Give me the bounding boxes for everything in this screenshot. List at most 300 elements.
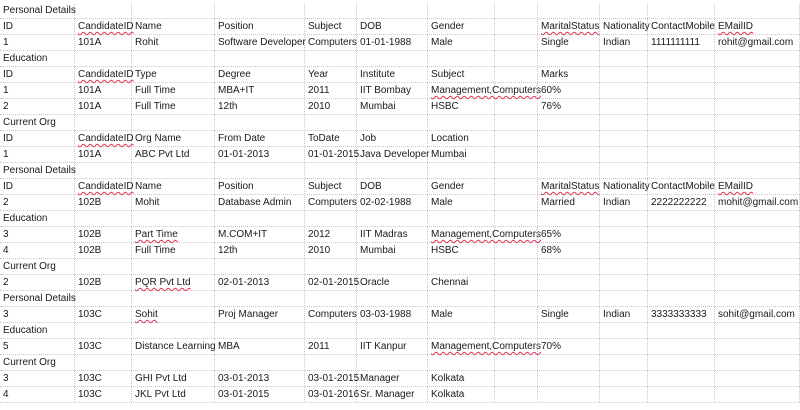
sheet-cell[interactable]: 02-01-2015 xyxy=(305,275,357,290)
sheet-cell[interactable] xyxy=(495,131,538,146)
sheet-cell[interactable] xyxy=(75,115,132,130)
sheet-cell[interactable]: Computers xyxy=(305,195,357,210)
sheet-cell[interactable] xyxy=(357,211,428,226)
sheet-cell[interactable]: Position xyxy=(215,19,305,34)
sheet-cell[interactable] xyxy=(428,339,542,354)
sheet-cell[interactable]: 1 xyxy=(0,147,75,162)
sheet-cell[interactable]: Current Org xyxy=(0,259,75,274)
sheet-cell[interactable]: 3333333333 xyxy=(648,307,715,322)
sheet-cell[interactable]: Education xyxy=(0,211,75,226)
sheet-cell[interactable] xyxy=(538,147,600,162)
sheet-cell[interactable]: Single xyxy=(538,307,600,322)
sheet-cell[interactable]: 101A xyxy=(75,83,132,98)
sheet-cell[interactable] xyxy=(600,67,648,82)
sheet-cell[interactable] xyxy=(132,211,215,226)
sheet-cell[interactable]: ContactMobile xyxy=(648,19,715,34)
sheet-cell[interactable]: HSBC xyxy=(428,243,495,258)
sheet-cell[interactable] xyxy=(495,51,538,66)
sheet-cell[interactable]: Gender xyxy=(428,19,495,34)
sheet-cell[interactable] xyxy=(715,259,800,274)
sheet-cell[interactable] xyxy=(538,51,600,66)
sheet-cell[interactable]: IIT Kanpur xyxy=(357,339,428,354)
sheet-cell[interactable] xyxy=(495,291,538,306)
sheet-cell[interactable] xyxy=(495,3,538,18)
sheet-cell[interactable] xyxy=(715,51,800,66)
sheet-cell[interactable]: Single xyxy=(538,35,600,50)
sheet-cell[interactable] xyxy=(357,163,428,178)
sheet-cell[interactable] xyxy=(715,3,800,18)
sheet-cell[interactable]: JKL Pvt Ltd xyxy=(132,387,215,402)
sheet-cell[interactable]: Type xyxy=(132,67,215,82)
sheet-cell[interactable]: Subject xyxy=(305,19,357,34)
sheet-cell[interactable] xyxy=(538,371,600,386)
sheet-cell[interactable] xyxy=(495,387,538,402)
sheet-cell[interactable]: IIT Madras xyxy=(357,227,428,242)
sheet-cell[interactable]: 2011 xyxy=(305,83,357,98)
sheet-cell[interactable] xyxy=(215,3,305,18)
sheet-cell[interactable] xyxy=(428,83,542,98)
sheet-cell[interactable] xyxy=(600,387,648,402)
sheet-cell[interactable] xyxy=(648,355,715,370)
sheet-cell[interactable]: 3 xyxy=(0,371,75,386)
sheet-cell[interactable] xyxy=(215,291,305,306)
sheet-cell[interactable]: ContactMobile xyxy=(648,179,715,194)
sheet-cell[interactable] xyxy=(600,163,648,178)
sheet-cell[interactable]: 01-01-2013 xyxy=(215,147,305,162)
sheet-cell[interactable] xyxy=(648,3,715,18)
sheet-cell[interactable] xyxy=(75,291,132,306)
sheet-cell[interactable]: 02-02-1988 xyxy=(357,195,428,210)
sheet-cell[interactable] xyxy=(538,163,600,178)
sheet-cell[interactable]: Current Org xyxy=(0,115,75,130)
sheet-cell[interactable] xyxy=(600,371,648,386)
sheet-cell[interactable] xyxy=(648,163,715,178)
sheet-cell[interactable] xyxy=(648,147,715,162)
sheet-cell[interactable] xyxy=(495,339,538,354)
sheet-cell[interactable] xyxy=(538,323,600,338)
sheet-cell[interactable]: Rohit xyxy=(132,35,215,50)
sheet-cell[interactable] xyxy=(600,115,648,130)
sheet-cell[interactable]: Nationality xyxy=(600,19,648,34)
sheet-cell[interactable]: Full Time xyxy=(132,243,215,258)
sheet-cell[interactable] xyxy=(357,323,428,338)
sheet-cell[interactable]: 4 xyxy=(0,243,75,258)
sheet-cell[interactable]: 01-01-1988 xyxy=(357,35,428,50)
sheet-cell[interactable] xyxy=(132,3,215,18)
sheet-cell[interactable]: Mumbai xyxy=(357,243,428,258)
sheet-cell[interactable]: 60% xyxy=(538,83,600,98)
sheet-cell[interactable]: Mumbai xyxy=(428,147,495,162)
sheet-cell[interactable] xyxy=(215,211,305,226)
sheet-cell[interactable]: Education xyxy=(0,323,75,338)
sheet-cell[interactable] xyxy=(648,243,715,258)
sheet-cell[interactable] xyxy=(132,259,215,274)
sheet-cell[interactable]: Degree xyxy=(215,67,305,82)
sheet-cell[interactable] xyxy=(600,291,648,306)
sheet-cell[interactable] xyxy=(305,3,357,18)
sheet-cell[interactable] xyxy=(75,179,132,194)
sheet-cell[interactable] xyxy=(495,163,538,178)
sheet-cell[interactable]: 68% xyxy=(538,243,600,258)
sheet-cell[interactable] xyxy=(648,51,715,66)
sheet-cell[interactable]: 2010 xyxy=(305,243,357,258)
sheet-cell[interactable]: 2 xyxy=(0,195,75,210)
sheet-cell[interactable] xyxy=(305,355,357,370)
sheet-cell[interactable]: 5 xyxy=(0,339,75,354)
sheet-cell[interactable]: Java Developer xyxy=(357,147,428,162)
sheet-cell[interactable] xyxy=(715,19,800,34)
sheet-cell[interactable] xyxy=(495,115,538,130)
sheet-cell[interactable] xyxy=(495,323,538,338)
sheet-cell[interactable]: ID xyxy=(0,179,75,194)
sheet-cell[interactable] xyxy=(715,163,800,178)
sheet-cell[interactable] xyxy=(305,163,357,178)
sheet-cell[interactable] xyxy=(305,51,357,66)
sheet-cell[interactable] xyxy=(495,259,538,274)
sheet-cell[interactable] xyxy=(215,259,305,274)
sheet-cell[interactable] xyxy=(305,211,357,226)
sheet-cell[interactable]: 101A xyxy=(75,147,132,162)
sheet-cell[interactable] xyxy=(132,115,215,130)
sheet-cell[interactable] xyxy=(648,131,715,146)
sheet-cell[interactable]: 101A xyxy=(75,35,132,50)
sheet-cell[interactable] xyxy=(715,115,800,130)
sheet-cell[interactable] xyxy=(428,115,495,130)
sheet-cell[interactable]: MBA xyxy=(215,339,305,354)
sheet-cell[interactable]: 4 xyxy=(0,387,75,402)
sheet-cell[interactable] xyxy=(357,259,428,274)
sheet-cell[interactable] xyxy=(600,3,648,18)
sheet-cell[interactable] xyxy=(538,355,600,370)
sheet-cell[interactable]: Sr. Manager xyxy=(357,387,428,402)
sheet-cell[interactable]: 102B xyxy=(75,195,132,210)
sheet-cell[interactable] xyxy=(648,227,715,242)
sheet-cell[interactable]: 03-03-1988 xyxy=(357,307,428,322)
sheet-cell[interactable] xyxy=(495,195,538,210)
sheet-cell[interactable] xyxy=(357,355,428,370)
sheet-cell[interactable] xyxy=(428,323,495,338)
sheet-cell[interactable] xyxy=(495,307,538,322)
sheet-cell[interactable] xyxy=(600,83,648,98)
sheet-cell[interactable]: Job xyxy=(357,131,428,146)
sheet-cell[interactable] xyxy=(648,371,715,386)
sheet-cell[interactable]: Org Name xyxy=(132,131,215,146)
sheet-cell[interactable] xyxy=(75,211,132,226)
sheet-cell[interactable] xyxy=(600,147,648,162)
sheet-cell[interactable]: sohit@gmail.com xyxy=(715,307,800,322)
sheet-cell[interactable]: Indian xyxy=(600,195,648,210)
sheet-cell[interactable] xyxy=(600,243,648,258)
sheet-cell[interactable] xyxy=(600,275,648,290)
sheet-cell[interactable]: M.COM+IT xyxy=(215,227,305,242)
sheet-cell[interactable] xyxy=(538,387,600,402)
sheet-cell[interactable]: ID xyxy=(0,131,75,146)
sheet-cell[interactable] xyxy=(215,51,305,66)
sheet-cell[interactable] xyxy=(495,35,538,50)
sheet-cell[interactable]: mohit@gmail.com xyxy=(715,195,800,210)
sheet-cell[interactable] xyxy=(215,355,305,370)
sheet-cell[interactable] xyxy=(538,3,600,18)
sheet-cell[interactable]: Kolkata xyxy=(428,387,495,402)
sheet-cell[interactable] xyxy=(215,115,305,130)
sheet-cell[interactable]: 2010 xyxy=(305,99,357,114)
sheet-cell[interactable]: 03-01-2016 xyxy=(305,387,357,402)
sheet-cell[interactable] xyxy=(495,67,538,82)
sheet-cell[interactable] xyxy=(132,51,215,66)
sheet-cell[interactable] xyxy=(428,291,495,306)
sheet-cell[interactable] xyxy=(715,371,800,386)
sheet-cell[interactable] xyxy=(215,323,305,338)
sheet-cell[interactable]: Indian xyxy=(600,35,648,50)
sheet-cell[interactable] xyxy=(428,259,495,274)
sheet-cell[interactable]: From Date xyxy=(215,131,305,146)
sheet-cell[interactable] xyxy=(75,3,132,18)
sheet-cell[interactable] xyxy=(357,51,428,66)
sheet-cell[interactable]: 103C xyxy=(75,339,132,354)
sheet-cell[interactable] xyxy=(600,211,648,226)
sheet-cell[interactable] xyxy=(600,339,648,354)
sheet-cell[interactable]: Mohit xyxy=(132,195,215,210)
sheet-cell[interactable] xyxy=(715,99,800,114)
sheet-cell[interactable]: Software Developer xyxy=(215,35,305,50)
sheet-cell[interactable] xyxy=(715,227,800,242)
sheet-cell[interactable] xyxy=(600,131,648,146)
sheet-cell[interactable] xyxy=(538,275,600,290)
sheet-cell[interactable]: Subject xyxy=(428,67,495,82)
sheet-cell[interactable] xyxy=(132,355,215,370)
sheet-cell[interactable] xyxy=(357,3,428,18)
sheet-cell[interactable] xyxy=(715,243,800,258)
sheet-cell[interactable] xyxy=(215,163,305,178)
sheet-cell[interactable]: DOB xyxy=(357,179,428,194)
sheet-cell[interactable]: Oracle xyxy=(357,275,428,290)
sheet-cell[interactable]: 1111111111 xyxy=(648,35,715,50)
sheet-cell[interactable] xyxy=(715,211,800,226)
sheet-cell[interactable]: Indian xyxy=(600,307,648,322)
sheet-cell[interactable]: 02-01-2013 xyxy=(215,275,305,290)
sheet-cell[interactable]: 2011 xyxy=(305,339,357,354)
sheet-cell[interactable] xyxy=(538,19,600,34)
sheet-cell[interactable]: Institute xyxy=(357,67,428,82)
sheet-cell[interactable]: 102B xyxy=(75,275,132,290)
sheet-cell[interactable]: 1 xyxy=(0,83,75,98)
sheet-cell[interactable] xyxy=(715,323,800,338)
sheet-cell[interactable]: 03-01-2015 xyxy=(305,371,357,386)
sheet-cell[interactable] xyxy=(715,83,800,98)
sheet-cell[interactable] xyxy=(75,323,132,338)
sheet-cell[interactable] xyxy=(357,291,428,306)
sheet-cell[interactable]: GHI Pvt Ltd xyxy=(132,371,215,386)
sheet-cell[interactable]: 03-01-2015 xyxy=(215,387,305,402)
sheet-cell[interactable] xyxy=(495,371,538,386)
sheet-cell[interactable] xyxy=(357,115,428,130)
sheet-cell[interactable]: Manager xyxy=(357,371,428,386)
sheet-cell[interactable]: DOB xyxy=(357,19,428,34)
sheet-cell[interactable] xyxy=(495,355,538,370)
sheet-cell[interactable]: 03-01-2013 xyxy=(215,371,305,386)
sheet-cell[interactable]: 103C xyxy=(75,307,132,322)
sheet-cell[interactable]: ID xyxy=(0,67,75,82)
sheet-cell[interactable]: Full Time xyxy=(132,99,215,114)
sheet-cell[interactable] xyxy=(600,355,648,370)
sheet-cell[interactable] xyxy=(132,227,215,242)
sheet-cell[interactable] xyxy=(495,179,538,194)
sheet-cell[interactable]: 3 xyxy=(0,307,75,322)
sheet-cell[interactable]: Married xyxy=(538,195,600,210)
sheet-cell[interactable] xyxy=(600,51,648,66)
sheet-cell[interactable] xyxy=(75,355,132,370)
sheet-cell[interactable]: rohit@gmail.com xyxy=(715,35,800,50)
sheet-cell[interactable]: 2 xyxy=(0,99,75,114)
sheet-cell[interactable] xyxy=(600,259,648,274)
sheet-cell[interactable] xyxy=(305,291,357,306)
sheet-cell[interactable] xyxy=(715,387,800,402)
sheet-cell[interactable]: ID xyxy=(0,19,75,34)
sheet-cell[interactable] xyxy=(648,291,715,306)
sheet-cell[interactable]: Proj Manager xyxy=(215,307,305,322)
sheet-cell[interactable] xyxy=(428,355,495,370)
sheet-cell[interactable] xyxy=(715,275,800,290)
sheet-cell[interactable] xyxy=(495,243,538,258)
sheet-cell[interactable] xyxy=(495,211,538,226)
sheet-cell[interactable] xyxy=(132,323,215,338)
sheet-cell[interactable]: Location xyxy=(428,131,495,146)
sheet-cell[interactable] xyxy=(132,307,215,322)
sheet-cell[interactable] xyxy=(648,67,715,82)
sheet-cell[interactable]: IIT Bombay xyxy=(357,83,428,98)
sheet-cell[interactable] xyxy=(495,99,538,114)
sheet-cell[interactable] xyxy=(715,131,800,146)
sheet-cell[interactable] xyxy=(715,291,800,306)
sheet-cell[interactable]: Position xyxy=(215,179,305,194)
sheet-cell[interactable]: 102B xyxy=(75,243,132,258)
sheet-cell[interactable] xyxy=(132,291,215,306)
sheet-cell[interactable] xyxy=(648,211,715,226)
sheet-cell[interactable]: 76% xyxy=(538,99,600,114)
sheet-cell[interactable] xyxy=(305,115,357,130)
sheet-cell[interactable] xyxy=(600,323,648,338)
sheet-cell[interactable]: Chennai xyxy=(428,275,495,290)
sheet-cell[interactable]: Database Admin xyxy=(215,195,305,210)
sheet-cell[interactable]: Computers xyxy=(305,35,357,50)
sheet-cell[interactable] xyxy=(715,179,800,194)
sheet-cell[interactable] xyxy=(428,3,495,18)
sheet-cell[interactable]: Mumbai xyxy=(357,99,428,114)
sheet-cell[interactable]: 70% xyxy=(538,339,600,354)
sheet-cell[interactable]: Computers xyxy=(305,307,357,322)
sheet-cell[interactable] xyxy=(538,259,600,274)
sheet-cell[interactable] xyxy=(538,291,600,306)
sheet-cell[interactable]: 2 xyxy=(0,275,75,290)
sheet-cell[interactable] xyxy=(715,67,800,82)
sheet-cell[interactable]: HSBC xyxy=(428,99,495,114)
sheet-cell[interactable]: Gender xyxy=(428,179,495,194)
sheet-cell[interactable]: 2222222222 xyxy=(648,195,715,210)
sheet-cell[interactable]: Male xyxy=(428,35,495,50)
sheet-cell[interactable]: 2012 xyxy=(305,227,357,242)
sheet-cell[interactable]: ABC Pvt Ltd xyxy=(132,147,215,162)
sheet-cell[interactable] xyxy=(75,51,132,66)
sheet-cell[interactable] xyxy=(495,227,538,242)
sheet-cell[interactable]: 103C xyxy=(75,387,132,402)
sheet-cell[interactable] xyxy=(648,115,715,130)
sheet-cell[interactable]: 3 xyxy=(0,227,75,242)
sheet-cell[interactable]: Distance Learning xyxy=(132,339,215,354)
sheet-cell[interactable]: 12th xyxy=(215,99,305,114)
sheet-cell[interactable] xyxy=(75,19,132,34)
sheet-cell[interactable]: Subject xyxy=(305,179,357,194)
sheet-cell[interactable] xyxy=(428,163,495,178)
sheet-cell[interactable]: Male xyxy=(428,195,495,210)
sheet-cell[interactable]: Personal Details xyxy=(0,3,75,18)
sheet-cell[interactable]: MBA+IT xyxy=(215,83,305,98)
sheet-cell[interactable] xyxy=(538,115,600,130)
sheet-cell[interactable] xyxy=(715,355,800,370)
sheet-cell[interactable] xyxy=(495,147,538,162)
sheet-cell[interactable]: Kolkata xyxy=(428,371,495,386)
sheet-cell[interactable] xyxy=(305,323,357,338)
sheet-cell[interactable] xyxy=(428,227,542,242)
sheet-cell[interactable]: Year xyxy=(305,67,357,82)
sheet-cell[interactable] xyxy=(648,275,715,290)
sheet-cell[interactable]: 65% xyxy=(538,227,600,242)
sheet-cell[interactable] xyxy=(305,259,357,274)
sheet-cell[interactable] xyxy=(648,83,715,98)
sheet-cell[interactable] xyxy=(495,275,538,290)
sheet-cell[interactable] xyxy=(132,275,215,290)
sheet-cell[interactable]: Marks xyxy=(538,67,600,82)
sheet-cell[interactable] xyxy=(648,323,715,338)
sheet-cell[interactable] xyxy=(715,339,800,354)
sheet-cell[interactable]: Name xyxy=(132,19,215,34)
sheet-cell[interactable] xyxy=(495,19,538,34)
sheet-cell[interactable]: 103C xyxy=(75,371,132,386)
sheet-cell[interactable] xyxy=(648,99,715,114)
sheet-cell[interactable]: Name xyxy=(132,179,215,194)
sheet-cell[interactable]: Personal Details xyxy=(0,163,75,178)
sheet-cell[interactable] xyxy=(495,83,538,98)
sheet-cell[interactable] xyxy=(600,99,648,114)
sheet-cell[interactable]: 102B xyxy=(75,227,132,242)
sheet-cell[interactable] xyxy=(648,387,715,402)
sheet-cell[interactable] xyxy=(428,51,495,66)
sheet-cell[interactable]: 01-01-2015 xyxy=(305,147,357,162)
sheet-cell[interactable]: Nationality xyxy=(600,179,648,194)
sheet-cell[interactable] xyxy=(75,163,132,178)
sheet-cell[interactable]: ToDate xyxy=(305,131,357,146)
sheet-cell[interactable] xyxy=(132,163,215,178)
sheet-cell[interactable]: Education xyxy=(0,51,75,66)
sheet-cell[interactable] xyxy=(538,131,600,146)
sheet-cell[interactable] xyxy=(75,259,132,274)
sheet-cell[interactable] xyxy=(648,339,715,354)
sheet-cell[interactable] xyxy=(428,211,495,226)
sheet-cell[interactable] xyxy=(600,227,648,242)
sheet-cell[interactable]: Full Time xyxy=(132,83,215,98)
sheet-cell[interactable]: Current Org xyxy=(0,355,75,370)
sheet-cell[interactable] xyxy=(538,179,600,194)
sheet-cell[interactable] xyxy=(75,67,132,82)
sheet-cell[interactable] xyxy=(75,131,132,146)
sheet-cell[interactable]: 1 xyxy=(0,35,75,50)
sheet-cell[interactable]: 12th xyxy=(215,243,305,258)
sheet-cell[interactable]: 101A xyxy=(75,99,132,114)
sheet-cell[interactable] xyxy=(648,259,715,274)
sheet-cell[interactable] xyxy=(715,147,800,162)
sheet-cell[interactable] xyxy=(538,211,600,226)
sheet-cell[interactable]: Male xyxy=(428,307,495,322)
sheet-cell[interactable]: Personal Details xyxy=(0,291,75,306)
